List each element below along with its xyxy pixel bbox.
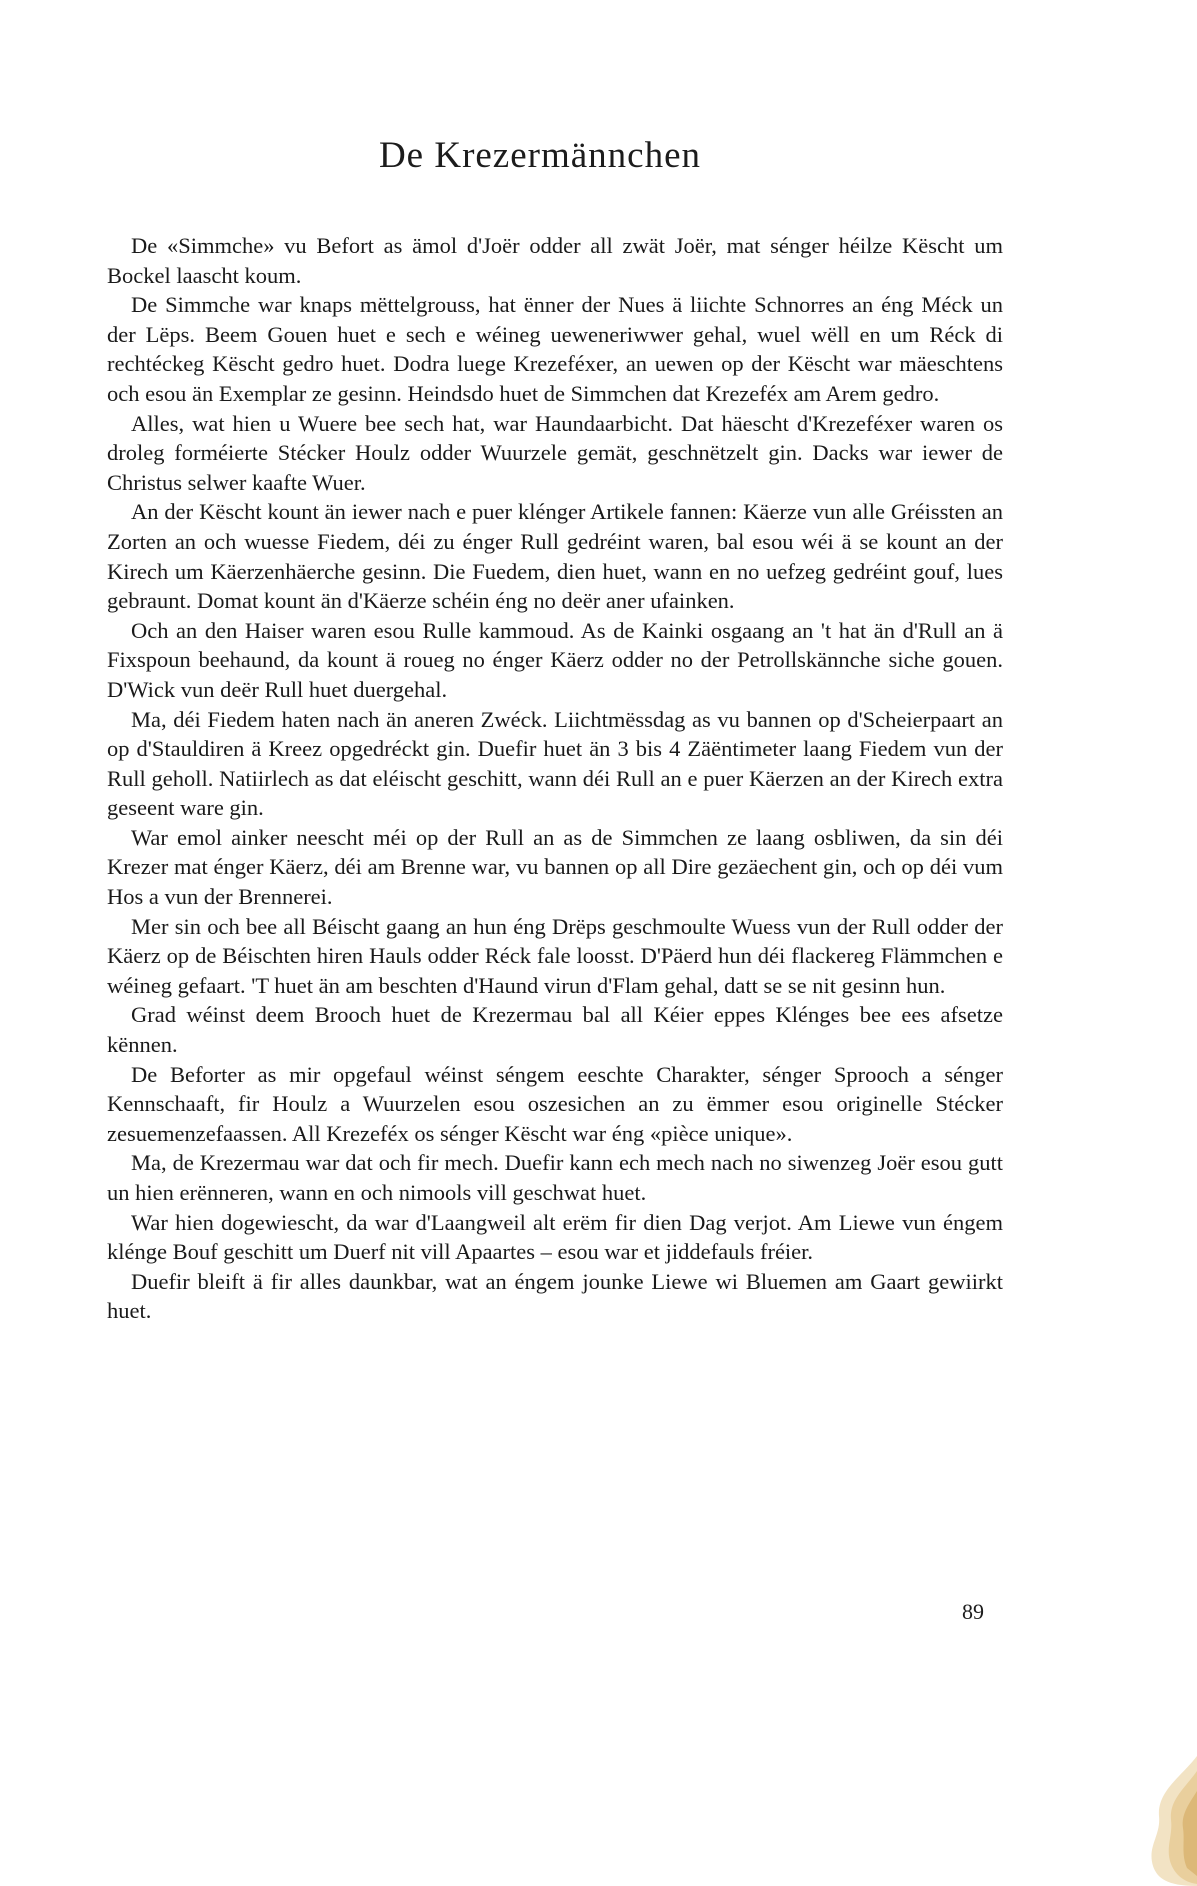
page-number: 89: [962, 1599, 984, 1624]
paragraph: Alles, wat hien u Wuere bee sech hat, war Haundaarbicht. Dat häescht d'Krezeféxer waren os droleg forméierte Stécker Houlz odder Wuurzele gemät, geschnëtzelt gin. Dacks war iewer de Christus selwer kaafte Wuer.: [107, 410, 1003, 495]
paragraph: War hien dogewiescht, da war d'Laangweil alt erëm fir dien Dag verjot. Am Liewe vun éngem klénge Bouf geschitt um Duerf nit vill Apaartes – esou war et jiddefauls fréier.: [107, 1209, 1003, 1265]
paragraph: An der Këscht kount än iewer nach e puer klénger Artikele fannen: Käerze vun alle Gréissten an Zorten an och wuesse Fiedem, déi zu énger Rull gedréint waren, bal esou wéi ä se kount an der Kirech um Käerzenhäerche gesinn. Die Fuedem, dien huet, wann en no uefzeg gedréint gouf, lues gebraunt. Domat kount än d'Käerze schéin éng no deër aner ufainken.: [107, 499, 1003, 614]
body-text: [107, 231, 1003, 1326]
paragraph: De «Simmche» vu Befort as ämol d'Joër odder all zwät Joër, mat sénger héilze Këscht um Bockel laascht koum.: [107, 233, 1003, 288]
paragraph: Ma, déi Fiedem haten nach än aneren Zwéck. Liichtmëssdag as vu bannen op d'Scheierpaart an op d'Stauldiren ä Kreez opgedréckt gin. Duefir huet än 3 bis 4 Zäëntimeter laang Fiedem vun der Rull geholl. Natiirlech as dat eléischt geschitt, wann déi Rull an e puer Käerzen an der Kirech extra geseent ware gin.: [107, 706, 1003, 821]
paragraph: Duefir bleift ä fir alles daunkbar, wat an éngem jounke Liewe wi Bluemen am Gaart gewiirkt huet.: [107, 1268, 1003, 1324]
page-title: De Krezermännchen: [378, 135, 702, 176]
paper-stain-decoration: [1087, 1696, 1197, 1886]
paragraph: Grad wéinst deem Brooch huet de Krezermau bal all Kéier eppes Klénges bee ees afsetze kënnen.: [107, 1002, 1003, 1058]
paragraph: De Simmche war knaps mëttelgrouss, hat ënner der Nues ä liichte Schnorres an éng Méck un der Lëps. Beem Gouen huet e sech e wéineg ueweneriwwer gehal, wuel wëll en um Réck di rechtéckeg Këscht gedro huet. Dodra luege Krezeféxer, an uewen op der Këscht war mäeschtens och esou än Exemplar ze gesinn. Heindsdo huet de Simmchen dat Krezeféx am Arem gedro.: [107, 292, 1003, 406]
paragraph: Ma, de Krezermau war dat och fir mech. Duefir kann ech mech nach no siwenzeg Joër esou gutt un hien erënneren, wann en och nimools vill geschwat huet.: [107, 1150, 1003, 1205]
paragraph: Mer sin och bee all Béischt gaang an hun éng Drëps geschmoulte Wuess vun der Rull odder der Käerz op de Béischten hiren Hauls odder Réck fale loosst. D'Päerd hun déi flackereg Flämmchen e wéineg gefaart. 'T huet än am beschten d'Haund virun d'Flam gehal, datt se se nit gesinn hun.: [107, 913, 1003, 998]
paragraph: War emol ainker neescht méi op der Rull an as de Simmchen ze laang osbliwen, da sin déi Krezer mat énger Käerz, déi am Brenne war, vu bannen op all Dire gezäechent gin, och op déi vum Hos a vun der Brennerei.: [107, 824, 1003, 910]
paragraph: De Beforter as mir opgefaul wéinst séngem eeschte Charakter, sénger Sprooch a sénger Kennschaaft, fir Houlz a Wuurzelen esou oszesichen an zu ëmmer esou originelle Stécker zesuemenzefaassen. All Krezeféx os sénger Këscht war éng «pièce unique».: [107, 1061, 1003, 1146]
paragraph: Och an den Haiser waren esou Rulle kammoud. As de Kainki osgaang an 't hat än d'Rull an ä Fixspoun beehaund, da kount ä roueg no énger Käerz odder no der Petrollskännche siche gouen. D'Wick vun deër Rull huet duergehal.: [107, 617, 1003, 702]
